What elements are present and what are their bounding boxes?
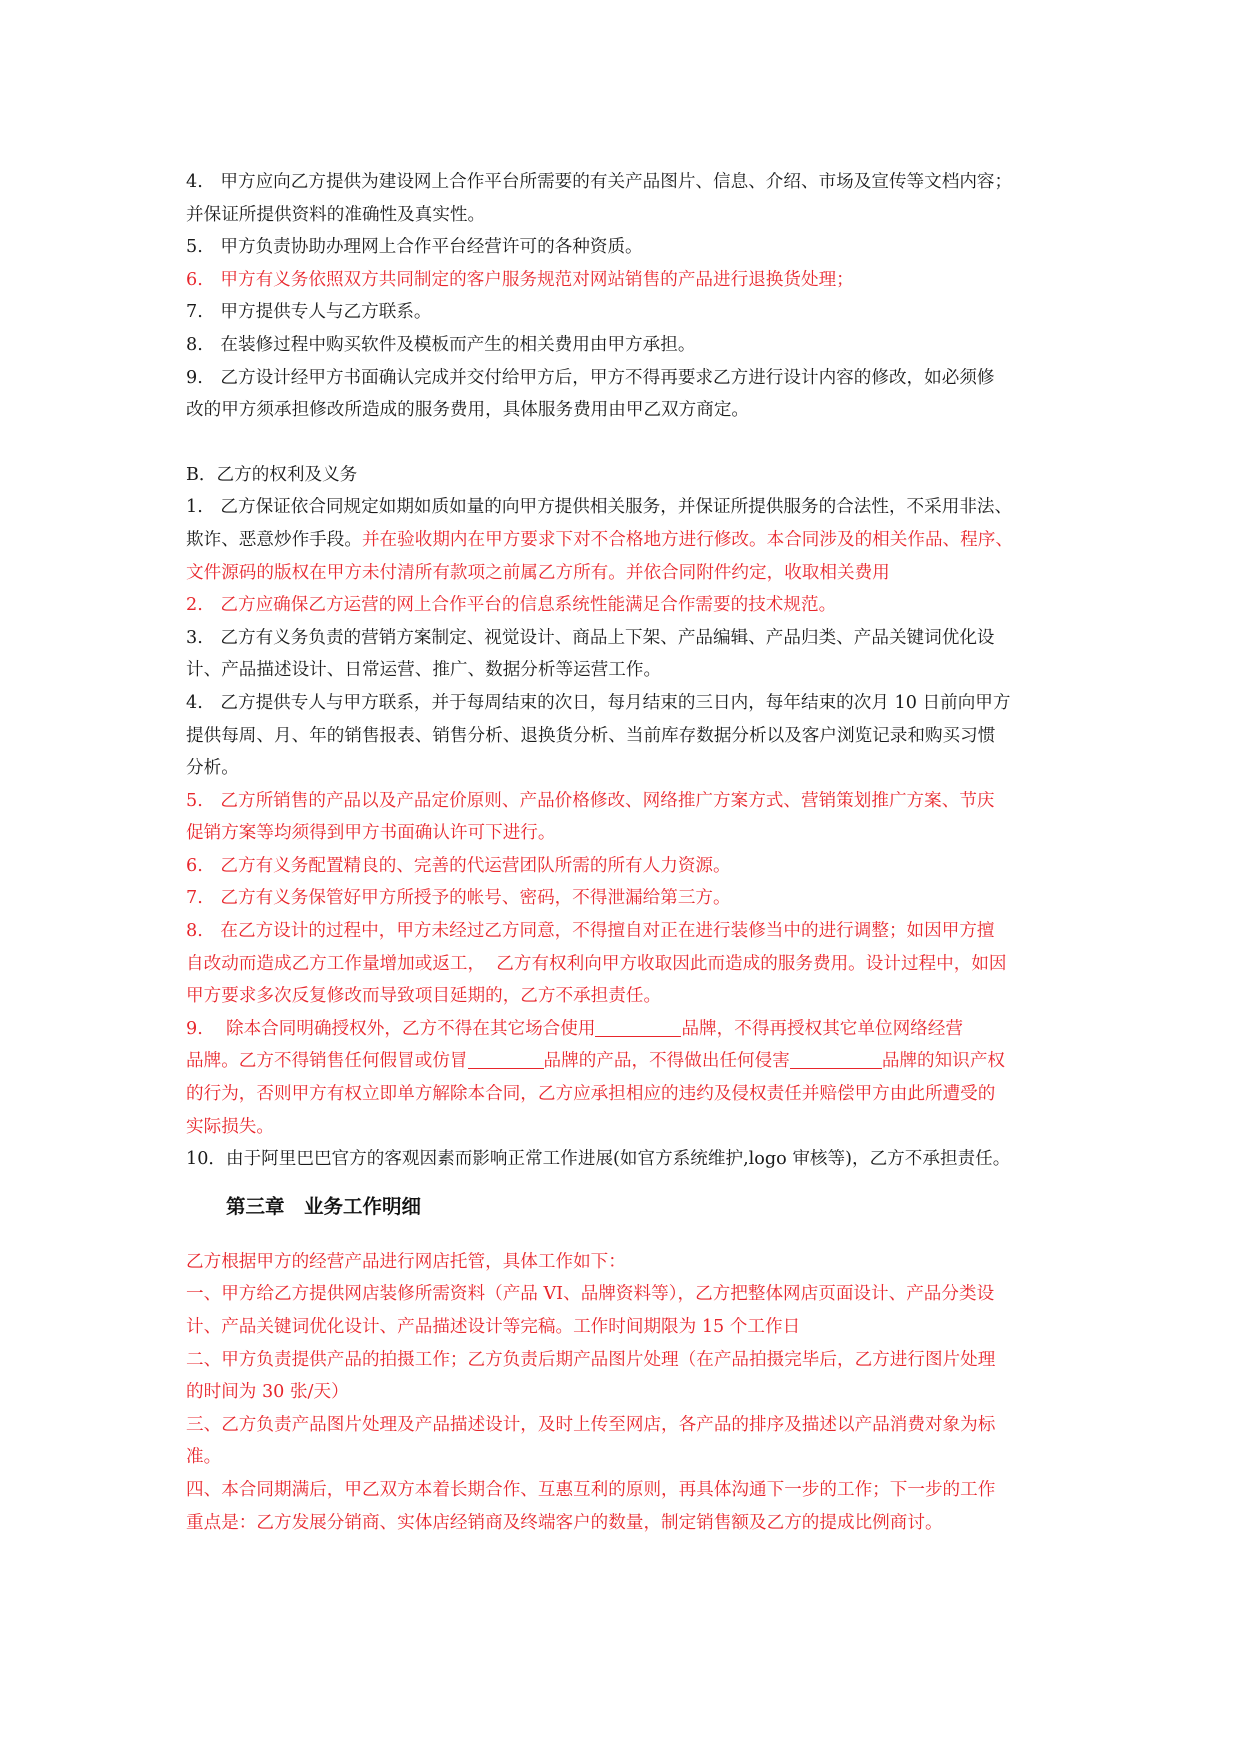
c3-p1-line2: 计、产品关键词优化设计、产品描述设计等完稿。工作时间期限为 15 个工作日 [186, 1317, 801, 1337]
b-item-8-line1: 8. 在乙方设计的过程中，甲方未经过乙方同意，不得擅自对正在进行装修当中的进行调整；如因甲方擅 [186, 921, 995, 942]
brand-blank-2 [468, 1050, 544, 1069]
b-item-6: 6. 乙方有义务配置精良的、完善的代运营团队所需的所有人力资源。 [186, 855, 731, 876]
b-item-8-line2: 自改动而造成乙方工作量增加或返工， 乙方有权利向甲方收取因此而造成的服务费用。设计过程中，如因 [186, 953, 1007, 974]
brand-blank-1 [595, 1017, 681, 1036]
b-item-8-line3: 甲方要求多次反复修改而导致项目延期的，乙方不承担责任。 [186, 986, 662, 1007]
b-item-9-line4: 实际损失。 [186, 1116, 274, 1137]
b-item-5-line2: 促销方案等均须得到甲方书面确认许可下进行。 [186, 823, 556, 844]
b-item-1-line2 [186, 524, 1060, 557]
a-item-9-line2: 改的甲方须承担修改所造成的服务费用，具体服务费用由甲乙双方商定。 [186, 400, 750, 421]
b-item-9-line1-a: 9. 除本合同明确授权外，乙方不得在其它场合使用 [186, 1018, 596, 1039]
b-item-1-line3: 文件源码的版权在甲方未付清所有款项之前属乙方所有。并依合同附件约定，收取相关费用 [186, 562, 890, 583]
b-item-9-line2-c: 品牌的知识产权 [881, 1051, 1006, 1072]
b-item-3-line2: 计、产品描述设计、日常运营、推广、数据分析等运营工作。 [186, 660, 662, 681]
a-item-7: 7. 甲方提供专人与乙方联系。 [186, 302, 432, 323]
b-item-4-line3: 分析。 [186, 758, 239, 779]
b-item-9-line3: 的行为，否则甲方有权立即单方解除本合同，乙方应承担相应的违约及侵权责任并赔偿甲方由此所遭受的 [186, 1084, 996, 1105]
b-item-9-line1 [186, 1013, 1060, 1046]
c3-p3-line1: 三、乙方负责产品图片处理及产品描述设计，及时上传至网店，各产品的排序及描述以产品消费对象为标 [186, 1414, 996, 1435]
b-item-9-line2 [186, 1045, 1060, 1078]
c3-p1-line1: 一、甲方给乙方提供网店装修所需资料（产品 VI、品牌资料等），乙方把整体网店页面设计、产品分类设 [186, 1284, 995, 1305]
b-item-4-line2: 提供每周、月、年的销售报表、销售分析、退换货分析、当前库存数据分析以及客户浏览记录和购买习惯 [186, 725, 996, 746]
chapter-3-intro: 乙方根据甲方的经营产品进行网店托管，具体工作如下： [186, 1251, 626, 1272]
b-item-2: 2. 乙方应确保乙方运营的网上合作平台的信息系统性能满足合作需要的技术规范。 [186, 595, 837, 616]
b-item-9-line2-b: 品牌的产品，不得做出任何侵害 [543, 1051, 790, 1072]
c3-p4-line1: 四、本合同期满后，甲乙双方本着长期合作、互惠互利的原则，再具体沟通下一步的工作；下一步的工作 [186, 1479, 996, 1500]
a-item-8: 8. 在装修过程中购买软件及模板而产生的相关费用由甲方承担。 [186, 334, 696, 355]
c3-p4-line2: 重点是：乙方发展分销商、实体店经销商及终端客户的数量，制定销售额及乙方的提成比例商讨。 [186, 1512, 943, 1533]
c3-p2-line1: 二、甲方负责提供产品的拍摄工作；乙方负责后期产品图片处理（在产品拍摄完毕后，乙方进行图片处理 [186, 1349, 996, 1370]
a-item-4-line2: 并保证所提供资料的准确性及真实性。 [186, 204, 486, 225]
section-b-title: B．乙方的权利及义务 [186, 464, 358, 485]
b-item-4-line1: 4. 乙方提供专人与甲方联系，并于每周结束的次日，每月结束的三日内，每年结束的次月 10 日前向甲方 [186, 692, 1011, 713]
b-item-3-line1: 3. 乙方有义务负责的营销方案制定、视觉设计、商品上下架、产品编辑、产品归类、产品关键词优化设 [186, 627, 995, 648]
b-item-5-line1: 5. 乙方所销售的产品以及产品定价原则、产品价格修改、网络推广方案方式、营销策划推广方案、节庆 [186, 790, 995, 811]
c3-p3-line2: 准。 [186, 1447, 222, 1468]
a-item-6: 6. 甲方有义务依照双方共同制定的客户服务规范对网站销售的产品进行退换货处理； [186, 269, 854, 290]
b-item-1-line2-black: 欺诈、恶意炒作手段。 [186, 529, 362, 550]
chapter-3-heading: 第三章 业务工作明细 [226, 1194, 422, 1218]
a-item-4-line1: 4. 甲方应向乙方提供为建设网上合作平台所需要的有关产品图片、信息、介绍、市场及宣传等文档内容； [186, 172, 1013, 192]
a-item-5: 5. 甲方负责协助办理网上合作平台经营许可的各种资质。 [186, 237, 643, 258]
b-item-7: 7. 乙方有义务保管好甲方所授予的帐号、密码，不得泄漏给第三方。 [186, 888, 731, 909]
b-item-10: 10．由于阿里巴巴官方的客观因素而影响正常工作进展(如官方系统维护,logo 审核等)，乙方不承担责任。 [186, 1149, 1011, 1170]
contract-body [186, 166, 1060, 1539]
a-item-9-line1: 9. 乙方设计经甲方书面确认完成并交付给甲方后，甲方不得再要求乙方进行设计内容的修改，如必须修 [186, 367, 995, 388]
b-item-1-line1: 1. 乙方保证依合同规定如期如质如量的向甲方提供相关服务，并保证所提供服务的合法性，不采用非法、 [186, 497, 1013, 518]
b-item-9-line2-a: 品牌。乙方不得销售任何假冒或仿冒 [186, 1051, 468, 1072]
section-gap [186, 427, 1060, 459]
c3-p2-line2: 的时间为 30 张/天） [186, 1382, 349, 1403]
b-item-1-line2-red: 并在验收期内在甲方要求下对不合格地方进行修改。本合同涉及的相关作品、程序、 [361, 529, 1013, 550]
b-item-9-line1-b: 品牌，不得再授权其它单位网络经营 [681, 1018, 963, 1039]
brand-blank-3 [790, 1050, 882, 1069]
